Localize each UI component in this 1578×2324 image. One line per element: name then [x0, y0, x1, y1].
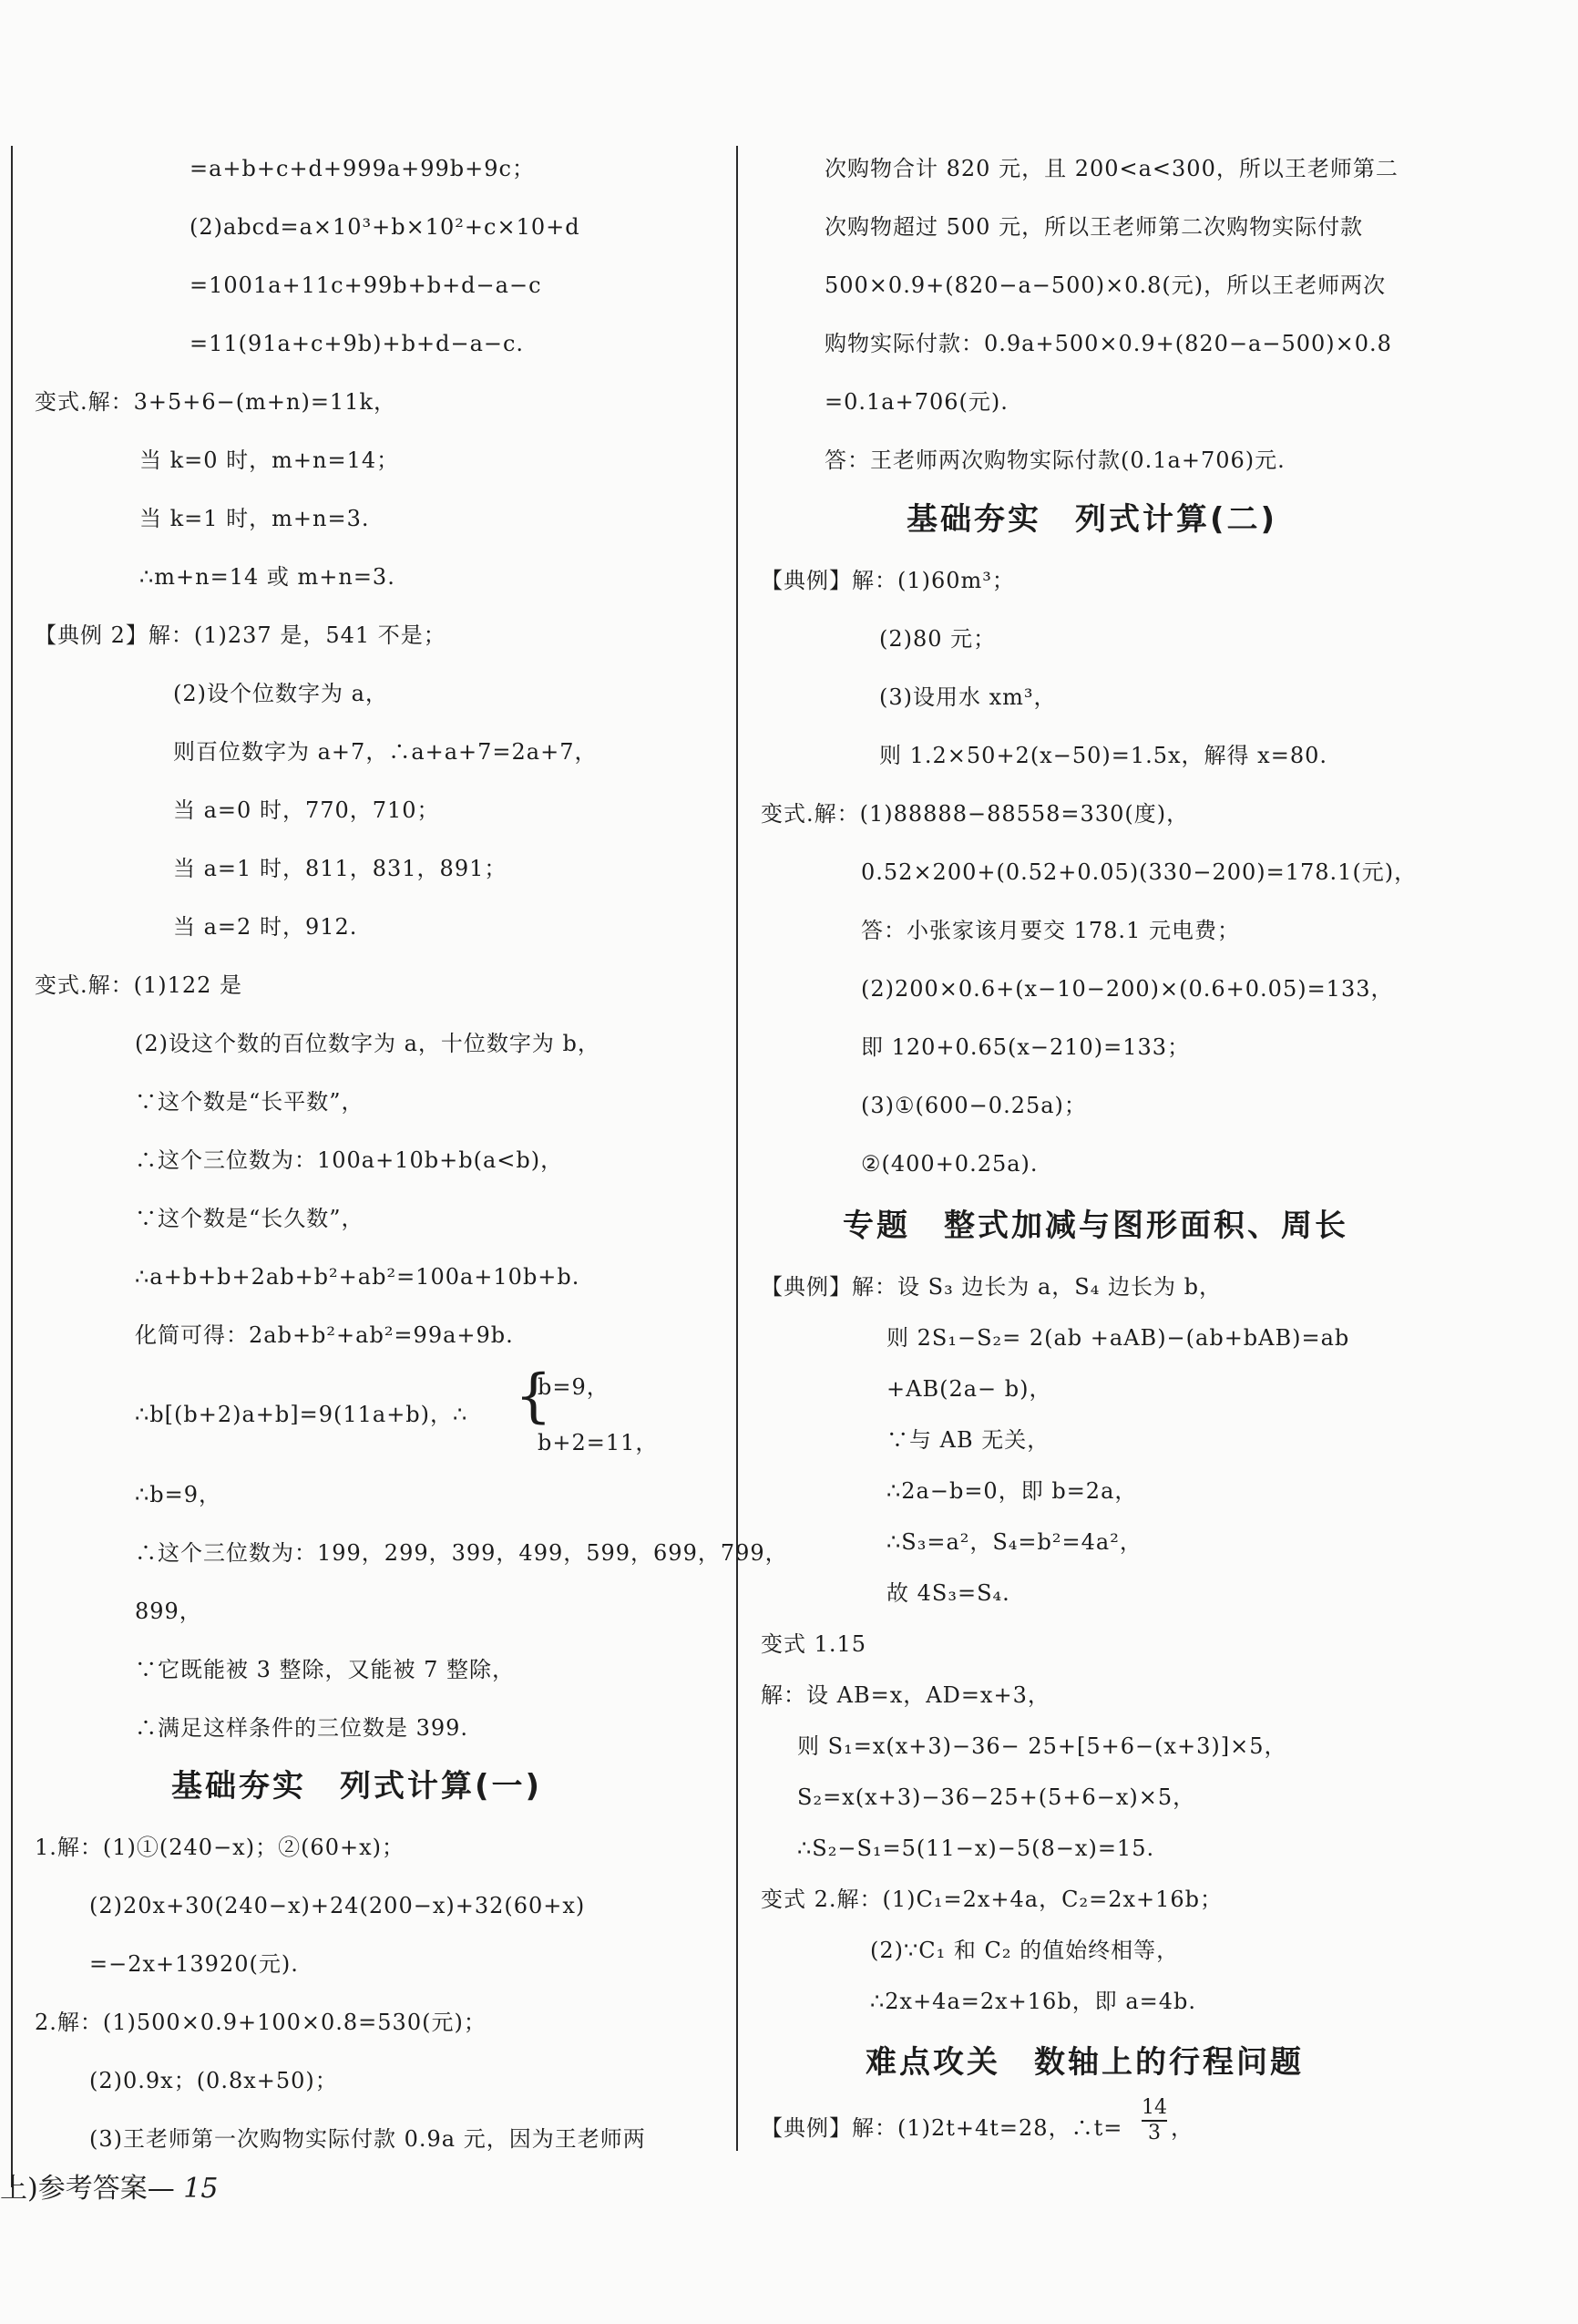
text-line: 次购物超过 500 元，所以王老师第二次购物实际付款	[825, 214, 1364, 240]
text-line: 【典例 2】解：(1)237 是，541 不是；	[35, 622, 446, 648]
text-line: =−2x+13920(元).	[89, 1951, 299, 1977]
text-line: S₂=x(x+3)−36−25+(5+6−x)×5，	[797, 1784, 1196, 1810]
text-line: 2.解：(1)500×0.9+100×0.8=530(元)；	[35, 2010, 487, 2035]
text-line: ②(400+0.25a).	[861, 1151, 1039, 1177]
text-line: 当 a=2 时，912.	[173, 914, 358, 940]
text-line: 【典例】解：设 S₃ 边长为 a，S₄ 边长为 b，	[761, 1274, 1222, 1300]
text-line: 次购物合计 820 元，且 200<a<300，所以王老师第二	[825, 156, 1399, 181]
section-heading: 专题 整式加减与图形面积、周长	[843, 1208, 1348, 1244]
column-divider	[736, 146, 738, 2151]
text-line: ∵与 AB 无关，	[886, 1427, 1050, 1453]
page-number: 15	[183, 2173, 219, 2205]
text-line: ∵它既能被 3 整除，又能被 7 整除，	[135, 1657, 516, 1682]
section-heading: 基础夯实 列式计算(二)	[907, 501, 1278, 538]
brace-symbol: {	[515, 1363, 552, 1430]
text-line: (2)设个位数字为 a，	[173, 681, 388, 706]
text-line: 0.52×200+(0.52+0.05)(330−200)=178.1(元)，	[861, 859, 1418, 885]
text-line: 化简可得：2ab+b²+ab²=99a+9b.	[135, 1322, 514, 1348]
page-footer	[0, 2165, 218, 2206]
text-line: 即 120+0.65(x−210)=133；	[861, 1034, 1191, 1060]
system-equation: b=9，	[538, 1374, 610, 1400]
text-line: (2)20x+30(240−x)+24(200−x)+32(60+x)	[89, 1893, 586, 1918]
text-line: =1001a+11c+99b+b+d−a−c	[190, 273, 542, 298]
text-line: 变式.解：3+5+6−(m+n)=11k，	[35, 389, 397, 415]
fraction-denominator: 3	[1148, 2122, 1161, 2144]
text-line: (2)∵C₁ 和 C₂ 的值始终相等，	[870, 1938, 1180, 1963]
section-heading: 基础夯实 列式计算(一)	[171, 1768, 543, 1805]
text-line: ∴2x+4a=2x+16b，即 a=4b.	[870, 1989, 1196, 2014]
text-line: 899，	[135, 1599, 202, 1624]
text-line: 答：小张家该月要交 178.1 元电费；	[861, 918, 1240, 943]
section-heading: 难点攻关 数轴上的行程问题	[866, 2044, 1304, 2081]
fraction-numerator: 14	[1142, 2096, 1167, 2119]
text-line: (3)①(600−0.25a)；	[861, 1093, 1087, 1118]
text-line: =a+b+c+d+999a+99b+9c；	[190, 156, 535, 181]
text-line: 则 1.2×50+2(x−50)=1.5x，解得 x=80.	[879, 743, 1327, 768]
text-line: ，	[1171, 2115, 1194, 2141]
system-equation: b+2=11，	[538, 1430, 659, 1455]
text-line: 则百位数字为 a+7，∴a+a+7=2a+7，	[173, 739, 598, 765]
text-line: 答：王老师两次购物实际付款(0.1a+706)元.	[825, 447, 1286, 473]
text-line: 故 4S₃=S₄.	[886, 1580, 1010, 1606]
text-line: ∴这个三位数为：199，299，399，499，599，699，799，	[135, 1540, 788, 1566]
text-line: 当 a=1 时，811，831，891；	[173, 856, 507, 881]
fraction	[1142, 2096, 1167, 2145]
text-line: 则 S₁=x(x+3)−36− 25+[5+6−(x+3)]×5，	[797, 1733, 1287, 1759]
text-line: ∴m+n=14 或 m+n=3.	[139, 564, 395, 590]
text-line: =0.1a+706(元).	[825, 389, 1009, 415]
text-line: 500×0.9+(820−a−500)×0.8(元)，所以王老师两次	[825, 273, 1387, 298]
text-line: ∴b[(b+2)a+b]=9(11a+b)，∴	[135, 1402, 468, 1427]
text-line: ∴S₂−S₁=5(11−x)−5(8−x)=15.	[797, 1836, 1155, 1861]
text-line: 当 k=0 时，m+n=14；	[139, 447, 400, 473]
text-line: (2)80 元；	[879, 626, 997, 652]
text-line: 1.解：(1)①(240−x)；②(60+x)；	[35, 1835, 405, 1860]
text-line: ∴S₃=a²，S₄=b²=4a²，	[886, 1529, 1143, 1555]
text-line: 变式.解：(1)122 是	[35, 972, 243, 998]
text-line: 当 a=0 时，770，710；	[173, 797, 440, 823]
text-line: ∵这个数是“长久数”，	[135, 1206, 364, 1231]
text-line: =11(91a+c+9b)+b+d−a−c.	[190, 331, 525, 356]
text-line: ∴a+b+b+2ab+b²+ab²=100a+10b+b.	[135, 1264, 580, 1290]
text-line: (2)abcd=a×10³+b×10²+c×10+d	[190, 214, 580, 240]
text-line: +AB(2a− b)，	[886, 1376, 1052, 1402]
text-line: 【典例】解：(1)60m³；	[761, 568, 1015, 593]
text-line: (3)设用水 xm³，	[879, 684, 1057, 710]
text-line: (2)0.9x；(0.8x+50)；	[89, 2068, 338, 2093]
text-line: 变式.解：(1)88888−88558=330(度)，	[761, 801, 1190, 827]
text-line: (3)王老师第一次购物实际付款 0.9a 元，因为王老师两	[89, 2126, 646, 2152]
text-line: ∴满足这样条件的三位数是 399.	[135, 1715, 469, 1741]
text-line: ∵这个数是“长平数”，	[135, 1089, 364, 1115]
text-line: 变式 2.解：(1)C₁=2x+4a，C₂=2x+16b；	[761, 1887, 1224, 1912]
text-line: 解：设 AB=x，AD=x+3，	[761, 1682, 1050, 1708]
text-line: 则 2S₁−S₂= 2(ab +aAB)−(ab+bAB)=ab	[886, 1325, 1350, 1351]
text-line: 【典例】解：(1)2t+4t=28，∴t=	[761, 2115, 1123, 2141]
text-line: 购物实际付款：0.9a+500×0.9+(820−a−500)×0.8	[825, 331, 1392, 356]
text-line: (2)设这个数的百位数字为 a，十位数字为 b，	[135, 1031, 600, 1056]
text-line: ∴b=9，	[135, 1482, 222, 1507]
text-line: ∴2a−b=0，即 b=2a，	[886, 1478, 1138, 1504]
text-line: ∴这个三位数为：100a+10b+b(a<b)，	[135, 1147, 564, 1173]
text-line: 变式 1.15	[761, 1631, 867, 1657]
left-margin-rule	[11, 146, 13, 2187]
footer-label: 上)参考答案—	[0, 2173, 175, 2205]
text-line: 当 k=1 时，m+n=3.	[139, 506, 370, 531]
text-line: (2)200×0.6+(x−10−200)×(0.6+0.05)=133，	[861, 976, 1394, 1002]
